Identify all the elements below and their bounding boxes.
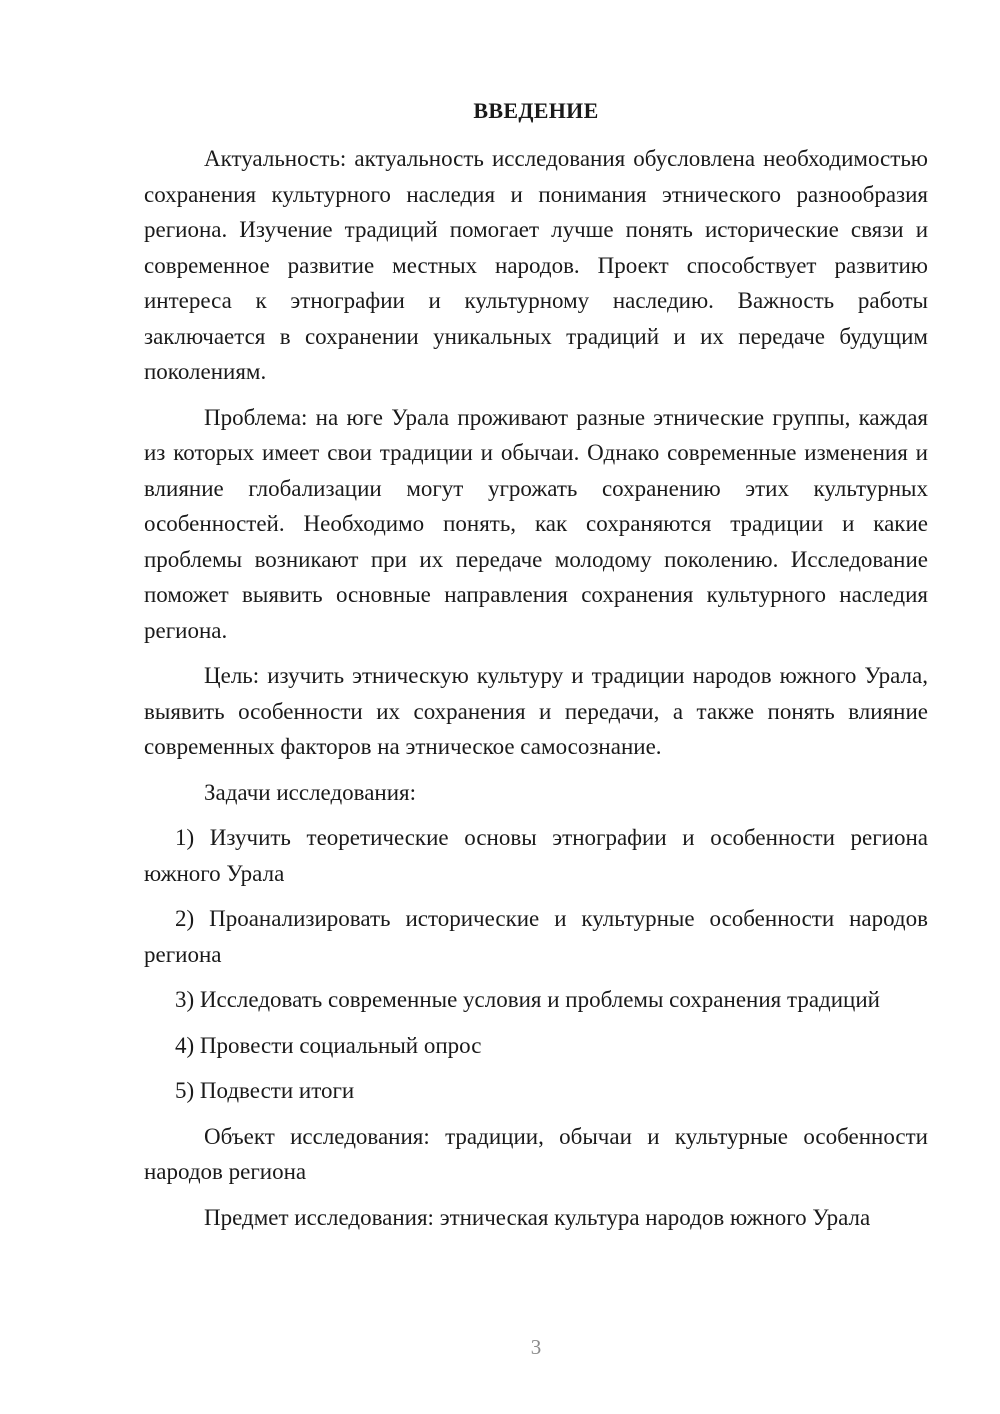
section-title: ВВЕДЕНИЕ [473, 98, 599, 123]
goal-paragraph: Цель: изучить этническую культуру и традиции народов южного Урала, выявить особенности их сохранения и передачи, а также понять влияние современных факторов на этническое самосознание. [144, 663, 928, 759]
task-item-1: 1) Изучить теоретические основы этнографии и особенности региона южного Урала [144, 825, 928, 886]
research-subject-paragraph: Предмет исследования: этническая культура народов южного Урала [204, 1204, 871, 1230]
relevance-paragraph: Актуальность: актуальность исследования обусловлена необходимостью сохранения культурного наследия и понимания этнического разнообразия региона. Изучение традиций помогает лучше понять исторические связи и современное развитие местных народов. Проект способствует развитию интереса к этнографии и культурному наследию. Важность работы заключается в сохранении уникальных традиций и их передаче будущим поколениям. [144, 146, 928, 384]
task-item-5: 5) Подвести итоги [175, 1078, 355, 1103]
task-item-4: 4) Провести социальный опрос [175, 1032, 482, 1058]
task-item-2: 2) Проанализировать исторические и культурные особенности народов региона [144, 906, 928, 967]
problem-paragraph: Проблема: на юге Урала проживают разные этнические группы, каждая из которых имеет свои традиции и обычаи. Однако современные изменения и влияние глобализации могут угрожать сохранению этих культурных особенностей. Необходимо понять, как сохраняются традиции и какие проблемы возникают при их передаче молодому поколению. Исследование поможет выявить основные направления сохранения культурного наследия региона. [144, 404, 928, 643]
page-number: 3 [530, 1335, 542, 1359]
document-body [144, 141, 928, 1245]
research-object-paragraph: Объект исследования: традиции, обычаи и культурные особенности народов региона [144, 1123, 928, 1184]
tasks-heading: Задачи исследования: [204, 779, 417, 805]
task-item-3: 3) Исследовать современные условия и проблемы сохранения традиций [175, 987, 880, 1012]
